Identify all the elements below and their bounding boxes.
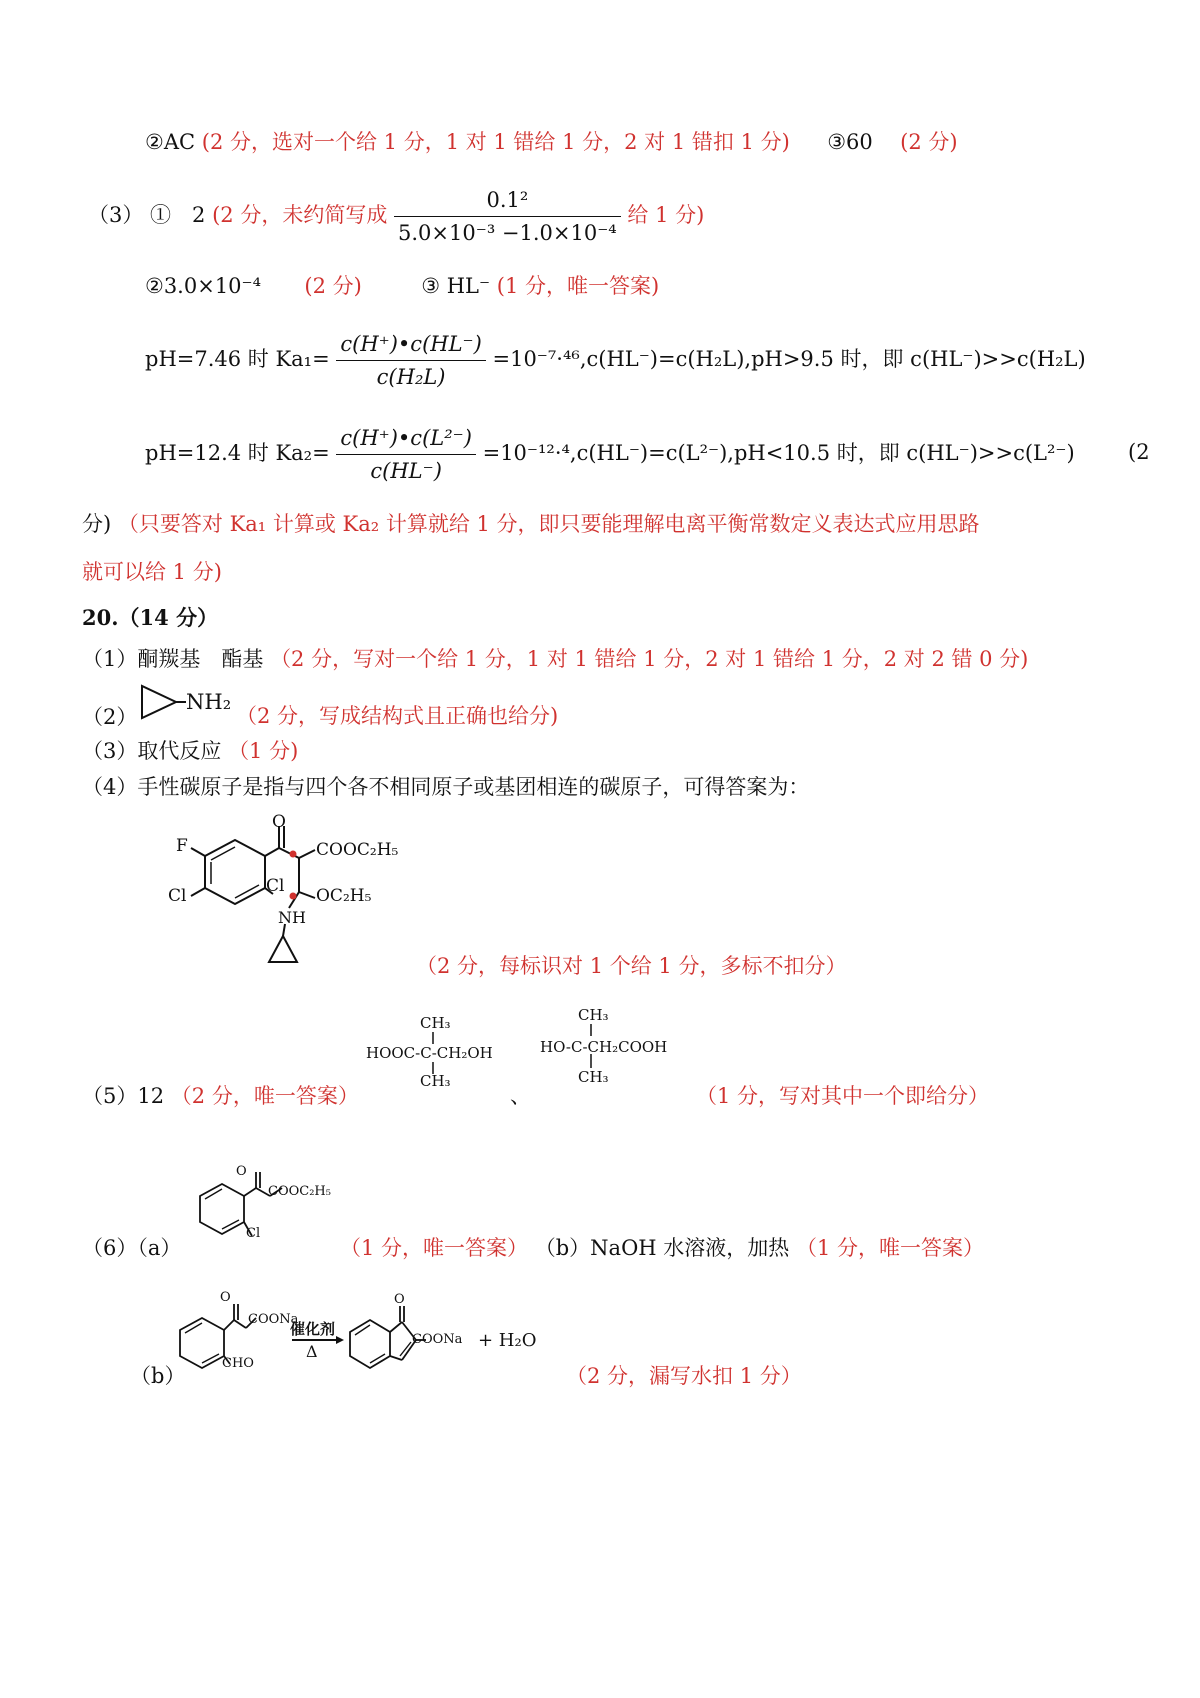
score-note: 给 1 分) xyxy=(627,203,705,227)
q20-part-3 xyxy=(82,737,298,765)
part-1-answer: （1）酮羰基 酯基 xyxy=(82,647,264,671)
o-label-product: O xyxy=(394,1292,405,1307)
answer-line-6 xyxy=(82,510,980,538)
water-product: + H₂O xyxy=(478,1330,537,1351)
answer-line-3 xyxy=(145,272,659,300)
ka1-denominator: c(H₂L) xyxy=(376,365,446,389)
ka1-equation xyxy=(145,330,1086,391)
catalyst-label: 催化剂 xyxy=(290,1320,336,1338)
question-3-answer-1: （3） ① 2 xyxy=(88,203,206,227)
nh-label: NH xyxy=(278,908,306,927)
m2-mid: HO-C-CH₂COOH xyxy=(540,1038,668,1056)
answer-3-60: ③60 xyxy=(827,130,873,154)
part-2-label: （2） xyxy=(82,705,138,729)
coona-label-product: COONa xyxy=(412,1332,463,1347)
score-note: (2 分，未约简写成 xyxy=(212,203,388,227)
answer-line-2 xyxy=(88,186,704,247)
cl-label: Cl xyxy=(246,1226,261,1241)
answer-line-1 xyxy=(145,128,958,156)
q20-part-5 xyxy=(82,1082,359,1110)
answer-2-ac: ②AC xyxy=(145,130,196,154)
ka2-numerator: c(H⁺)•c(L²⁻) xyxy=(336,424,476,455)
score-note: (2 分) xyxy=(900,130,958,154)
score-tail: 分) xyxy=(82,512,112,536)
separator: 、 xyxy=(510,1084,531,1108)
cho-label: CHO xyxy=(222,1356,254,1371)
m2-bot: CH₃ xyxy=(578,1068,609,1086)
part-4-answer: （4）手性碳原子是指与四个各不相同原子或基团相连的碳原子，可得答案为： xyxy=(82,775,810,799)
ka1-numerator: c(H⁺)•c(HL⁻) xyxy=(336,330,485,361)
part-5-answer: （5）12 xyxy=(82,1084,165,1108)
answer-2-value: ②3.0×10⁻⁴ xyxy=(145,274,262,298)
score-note: （1 分，唯一答案） xyxy=(340,1236,529,1260)
score-note: （1 分，写对其中一个即给分） xyxy=(696,1084,990,1108)
ester-group-label: COOC₂H₅ xyxy=(316,840,399,860)
ka1-suffix: =10⁻⁷·⁴⁶,c(HL⁻)=c(H₂L),pH>9.5 时，即 c(HL⁻)>>c(H₂L) xyxy=(492,347,1086,371)
m1-mid: HOOC-C-CH₂OH xyxy=(366,1044,493,1062)
nh2-label: NH₂ xyxy=(186,690,232,714)
ka1-fraction xyxy=(336,330,485,391)
score-note: （2 分，唯一答案） xyxy=(170,1084,359,1108)
score-note: 就可以给 1 分) xyxy=(82,560,222,584)
ester-label: COOC₂H₅ xyxy=(268,1184,331,1199)
m1-bonds xyxy=(430,1030,436,1076)
part-6-label: （6）（a） xyxy=(82,1236,182,1260)
o-label-reactant: O xyxy=(220,1290,231,1305)
score-note: （2 分，每标识对 1 个给 1 分，多标不扣分） xyxy=(416,954,847,978)
score-note: （2 分，写对一个给 1 分，1 对 1 错给 1 分，2 对 1 错给 1 分，2 对 2 错 0 分) xyxy=(270,647,1029,671)
score-note: （1 分，唯一答案） xyxy=(795,1236,985,1260)
answer-3-hl: ③ HL⁻ xyxy=(421,274,491,298)
ka2-tail: (2 xyxy=(1128,440,1150,464)
ka2-equation xyxy=(145,424,1075,485)
carbonyl-o-label: O xyxy=(272,812,286,832)
ethoxy-label: OC₂H₅ xyxy=(316,886,372,906)
o-label: O xyxy=(236,1164,247,1179)
ka2-denominator: c(HL⁻) xyxy=(370,459,442,483)
m2-bonds xyxy=(588,1022,594,1070)
score-note: (1 分，唯一答案) xyxy=(496,274,660,298)
coona-label-reactant: COONa xyxy=(248,1312,299,1327)
part-6b-answer: （b）NaOH 水溶液，加热 xyxy=(534,1236,790,1260)
chlorine-label-2: Cl xyxy=(266,876,285,896)
score-note: （只要答对 Ka₁ 计算或 Ka₂ 计算就给 1 分，即只要能理解电离平衡常数定义表达式应用思路 xyxy=(117,512,980,536)
part-3-answer: （3）取代反应 xyxy=(82,739,222,763)
score-note: (2 分) xyxy=(304,274,362,298)
q20-part-1 xyxy=(82,645,1028,673)
m1-top: CH₃ xyxy=(420,1014,451,1032)
m2-top: CH₃ xyxy=(578,1006,609,1024)
question-20-title: 20.（14 分） xyxy=(82,605,219,630)
ka2-suffix: =10⁻¹²·⁴,c(HL⁻)=c(L²⁻),pH<10.5 时，即 c(HL⁻)>>c(L²⁻) xyxy=(482,441,1075,465)
q20-part-6 xyxy=(340,1234,984,1262)
score-note: (2 分，选对一个给 1 分，1 对 1 错给 1 分，2 对 1 错扣 1 分) xyxy=(201,130,790,154)
score-note: （1 分) xyxy=(228,739,299,763)
part-6b-label: （b） xyxy=(130,1364,186,1388)
chlorine-label-1: Cl xyxy=(168,886,187,906)
score-note: （2 分，写成结构式且正确也给分) xyxy=(236,704,559,728)
fluorine-label: F xyxy=(176,836,188,856)
score-note: （2 分，漏写水扣 1 分） xyxy=(566,1364,802,1388)
ka2-fraction xyxy=(336,424,476,485)
ka1-prefix: pH=7.46 时 Ka₁= xyxy=(145,347,330,371)
m1-bot: CH₃ xyxy=(420,1072,451,1090)
fraction-numerator: 0.1² xyxy=(394,186,621,217)
fraction-denominator: 5.0×10⁻³ −1.0×10⁻⁴ xyxy=(398,221,617,245)
ka2-prefix: pH=12.4 时 Ka₂= xyxy=(145,441,330,465)
fraction xyxy=(394,186,621,247)
chiral-molecule-structure xyxy=(165,812,425,972)
heat-label: Δ xyxy=(306,1342,318,1361)
